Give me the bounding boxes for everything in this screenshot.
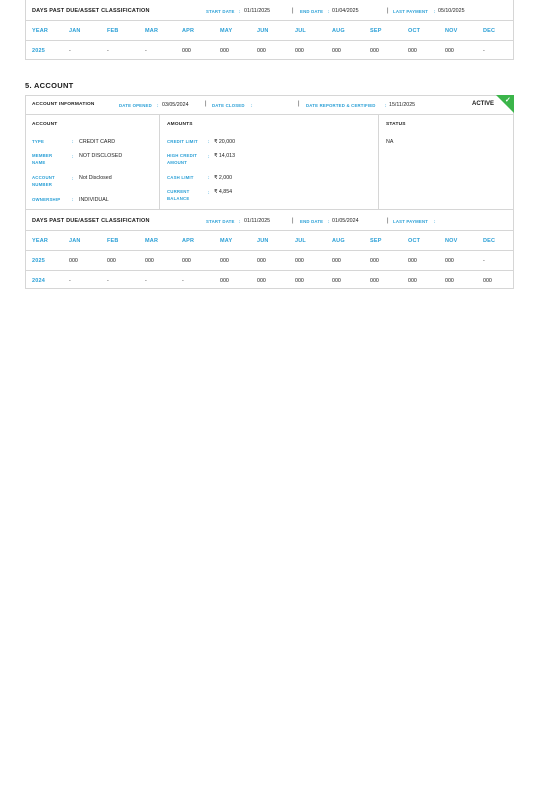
column-header-year: YEAR: [32, 28, 49, 34]
table-cell: 000: [408, 278, 417, 284]
column-header-nov: NOV: [445, 238, 458, 244]
colon: :: [328, 219, 330, 224]
cash-limit-value: ₹ 2,000: [214, 175, 233, 181]
column-header-jun: JUN: [257, 28, 269, 34]
table-cell: 000: [220, 258, 229, 264]
amounts-col-title: AMOUNTS: [167, 122, 193, 127]
colon: :: [72, 154, 74, 159]
type-value: CREDIT CARD: [79, 139, 116, 145]
row-year: 2025: [32, 48, 46, 54]
column-header-jun: JUN: [257, 238, 269, 244]
colon: :: [434, 9, 436, 14]
table-cell: 000: [370, 278, 379, 284]
column-header-feb: FEB: [107, 238, 119, 244]
current-balance-label: CURRENT: [167, 189, 190, 194]
type-label: TYPE: [32, 139, 45, 144]
column-header-year: YEAR: [32, 238, 49, 244]
table-cell: 000: [332, 278, 341, 284]
table-cell: -: [182, 278, 184, 284]
colon: :: [239, 9, 241, 14]
table-cell: -: [483, 48, 485, 54]
column-header-jul: JUL: [295, 28, 306, 34]
row-year: 2024: [32, 278, 46, 284]
table-cell: 000: [408, 48, 417, 54]
status-badge: ACTIVE: [472, 101, 495, 107]
colon: :: [239, 219, 241, 224]
table-cell: 000: [483, 278, 492, 284]
column-header-feb: FEB: [107, 28, 119, 34]
column-header-sep: SEP: [370, 28, 382, 34]
table-cell: 000: [295, 48, 304, 54]
divider: [378, 114, 379, 209]
column-header-dec: DEC: [483, 238, 496, 244]
date-opened-label: DATE OPENED: [119, 103, 152, 108]
table-cell: 000: [182, 258, 191, 264]
row-year: 2025: [32, 258, 46, 264]
table-cell: 000: [257, 278, 266, 284]
separator: |: [298, 101, 300, 107]
high-credit-label-2: AMOUNT: [167, 160, 188, 165]
divider: [25, 209, 514, 210]
table-cell: 000: [370, 48, 379, 54]
ownership-value: INDIVIDUAL: [79, 197, 109, 203]
date-reported-value: 15/11/2025: [389, 102, 416, 108]
colon: :: [72, 139, 74, 144]
divider: [159, 114, 160, 209]
member-name-label: MEMBER: [32, 153, 53, 158]
column-header-mar: MAR: [145, 28, 159, 34]
column-header-nov: NOV: [445, 28, 458, 34]
column-header-apr: APR: [182, 28, 195, 34]
divider: [25, 230, 514, 231]
table-cell: 000: [107, 258, 116, 264]
end-date-label: END DATE: [300, 9, 324, 14]
colon: :: [208, 139, 210, 144]
last-payment-label: LAST PAYMENT: [393, 9, 429, 14]
column-header-jan: JAN: [69, 238, 81, 244]
table-cell: 000: [445, 48, 454, 54]
divider: [25, 270, 514, 271]
account-number-label-2: NUMBER: [32, 182, 53, 187]
column-header-oct: OCT: [408, 238, 421, 244]
colon: :: [328, 9, 330, 14]
last-payment-value: 05/10/2025: [438, 8, 465, 14]
table-cell: 000: [69, 258, 78, 264]
colon: :: [72, 176, 74, 181]
table-cell: 000: [370, 258, 379, 264]
column-header-may: MAY: [220, 238, 233, 244]
colon: :: [385, 103, 387, 108]
table-cell: -: [107, 48, 109, 54]
table-cell: -: [69, 48, 71, 54]
current-balance-label-2: BALANCE: [167, 196, 190, 201]
table-cell: 000: [182, 48, 191, 54]
date-reported-label: DATE REPORTED & CERTIFIED: [306, 103, 376, 108]
column-header-sep: SEP: [370, 238, 382, 244]
column-header-jan: JAN: [69, 28, 81, 34]
start-date-label-2: START DATE: [206, 219, 235, 224]
account-card: [25, 95, 514, 289]
credit-limit-label: CREDIT LIMIT: [167, 139, 198, 144]
colon: :: [208, 154, 210, 159]
cash-limit-label: CASH LIMIT: [167, 175, 194, 180]
colon: :: [251, 103, 253, 108]
ownership-label: OWNERSHIP: [32, 197, 61, 202]
start-date-value-2: 01/11/2025: [244, 218, 271, 224]
high-credit-value: ₹ 14,013: [214, 153, 236, 159]
column-header-oct: OCT: [408, 28, 421, 34]
table-cell: 000: [445, 258, 454, 264]
credit-limit-value: ₹ 20,000: [214, 139, 236, 145]
account-number-label: ACCOUNT: [32, 175, 55, 180]
table-cell: -: [107, 278, 109, 284]
account-number-value: Not Disclosed: [79, 175, 112, 181]
separator: |: [387, 218, 389, 224]
colon: :: [208, 175, 210, 180]
separator: |: [292, 8, 294, 14]
table-cell: 000: [220, 278, 229, 284]
divider: [25, 250, 514, 251]
member-name-value: NOT DISCLOSED: [79, 153, 123, 159]
colon: :: [208, 190, 210, 195]
table-cell: -: [145, 278, 147, 284]
divider: [25, 40, 514, 41]
table-cell: 000: [145, 258, 154, 264]
end-date-label-2: END DATE: [300, 219, 324, 224]
end-date-value-2: 01/05/2024: [332, 218, 359, 224]
start-date-label: START DATE: [206, 9, 235, 14]
table-cell: -: [69, 278, 71, 284]
dpd-title-2: DAYS PAST DUE/ASSET CLASSIFICATION: [32, 218, 150, 224]
separator: |: [387, 8, 389, 14]
column-header-jul: JUL: [295, 238, 306, 244]
table-cell: 000: [445, 278, 454, 284]
separator: |: [292, 218, 294, 224]
end-date-value: 01/04/2025: [332, 8, 359, 14]
divider: [25, 20, 514, 21]
column-header-aug: AUG: [332, 28, 345, 34]
section-title: 5. ACCOUNT: [25, 81, 74, 90]
high-credit-label: HIGH CREDIT: [167, 153, 198, 158]
colon: :: [72, 197, 74, 202]
last-payment-label-2: LAST PAYMENT: [393, 219, 429, 224]
column-header-apr: APR: [182, 238, 195, 244]
table-cell: 000: [295, 258, 304, 264]
start-date-value: 01/11/2025: [244, 8, 271, 14]
table-cell: 000: [257, 258, 266, 264]
account-info-title: ACCOUNT INFORMATION: [32, 102, 95, 107]
check-icon: ✓: [505, 97, 511, 104]
date-closed-label: DATE CLOSED: [212, 103, 245, 108]
account-col-title: ACCOUNT: [32, 122, 58, 127]
current-balance-value: ₹ 4,854: [214, 189, 233, 195]
colon: :: [157, 103, 159, 108]
column-header-dec: DEC: [483, 28, 496, 34]
status-value: NA: [386, 139, 394, 145]
table-cell: 000: [408, 258, 417, 264]
table-cell: 000: [295, 278, 304, 284]
table-cell: -: [483, 258, 485, 264]
table-cell: 000: [332, 48, 341, 54]
status-col-title: STATUS: [386, 122, 406, 127]
column-header-may: MAY: [220, 28, 233, 34]
divider: [25, 114, 514, 115]
dpd-title: DAYS PAST DUE/ASSET CLASSIFICATION: [32, 8, 150, 14]
table-cell: 000: [332, 258, 341, 264]
date-opened-value: 03/05/2024: [162, 102, 189, 108]
separator: |: [205, 101, 207, 107]
member-name-label-2: NAME: [32, 160, 46, 165]
column-header-aug: AUG: [332, 238, 345, 244]
table-cell: -: [145, 48, 147, 54]
table-cell: 000: [257, 48, 266, 54]
colon: :: [434, 219, 436, 224]
table-cell: 000: [220, 48, 229, 54]
column-header-mar: MAR: [145, 238, 159, 244]
